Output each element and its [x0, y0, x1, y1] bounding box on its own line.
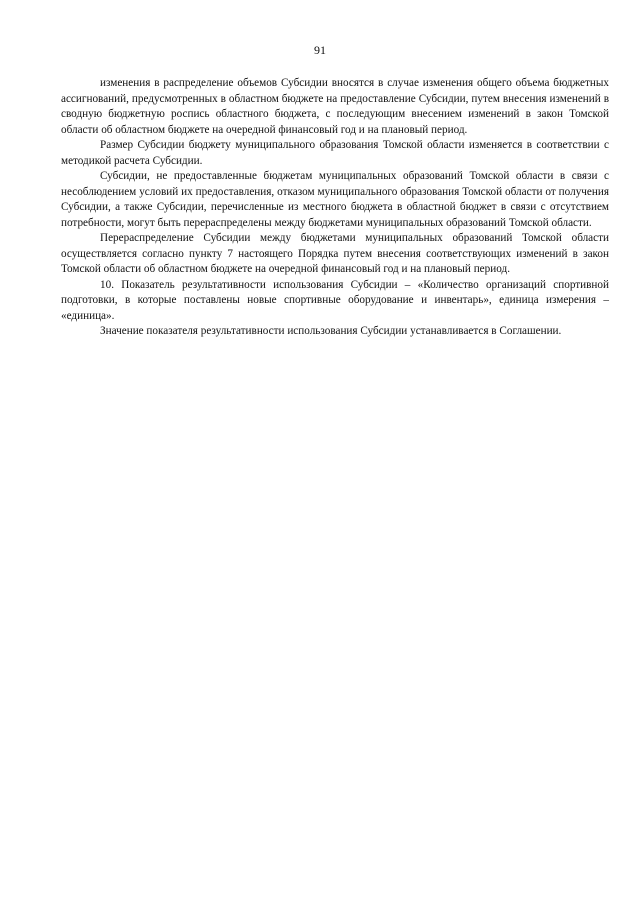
paragraph-subsidy-changes: изменения в распределение объемов Субсидии вносятся в случае изменения общего объема бюджетных ассигнований, предусмотренных в областном бюджете на предоставление Субсидии, путем внесения изменений в сводную бюджетную роспись областного бюджета, с последующим внесением изменений в закон Томской области об областном бюджете на очередной финансовый год и на плановый период. [61, 77, 609, 136]
paragraph-subsidy-amount: Размер Субсидии бюджету муниципального образования Томской области изменяется в соответствии с методикой расчета Субсидии. [61, 139, 609, 167]
paragraph-redistribution: Перераспределение Субсидии между бюджетами муниципальных образований Томской области осуществляется согласно пункту 7 настоящего Порядка путем внесения соответствующих изменений в закон Томской области об областном бюджете на очередной финансовый год и на плановый период. [61, 232, 609, 275]
document-body [61, 76, 609, 340]
paragraph-indicator-value: Значение показателя результативности использования Субсидии устанавливается в Соглашении. [100, 325, 562, 337]
page-number: 91 [314, 43, 326, 57]
paragraph-performance-indicator: 10. Показатель результативности использования Субсидии – «Количество организаций спортивной подготовки, в которые поставлены новые спортивные оборудование и инвентарь», единица измерения – «единица». [61, 278, 609, 322]
paragraph-unused-subsidies: Субсидии, не предоставленные бюджетам муниципальных образований Томской области в связи с несоблюдением условий их предоставления, отказом муниципального образования Томской области от получения Субсидии, а также Субсидии, перечисленные из местного бюджета в областной бюджет в связи с отсутствием потребности, могут быть перераспределены между бюджетами муниципальных образований Томской области. [61, 170, 609, 229]
